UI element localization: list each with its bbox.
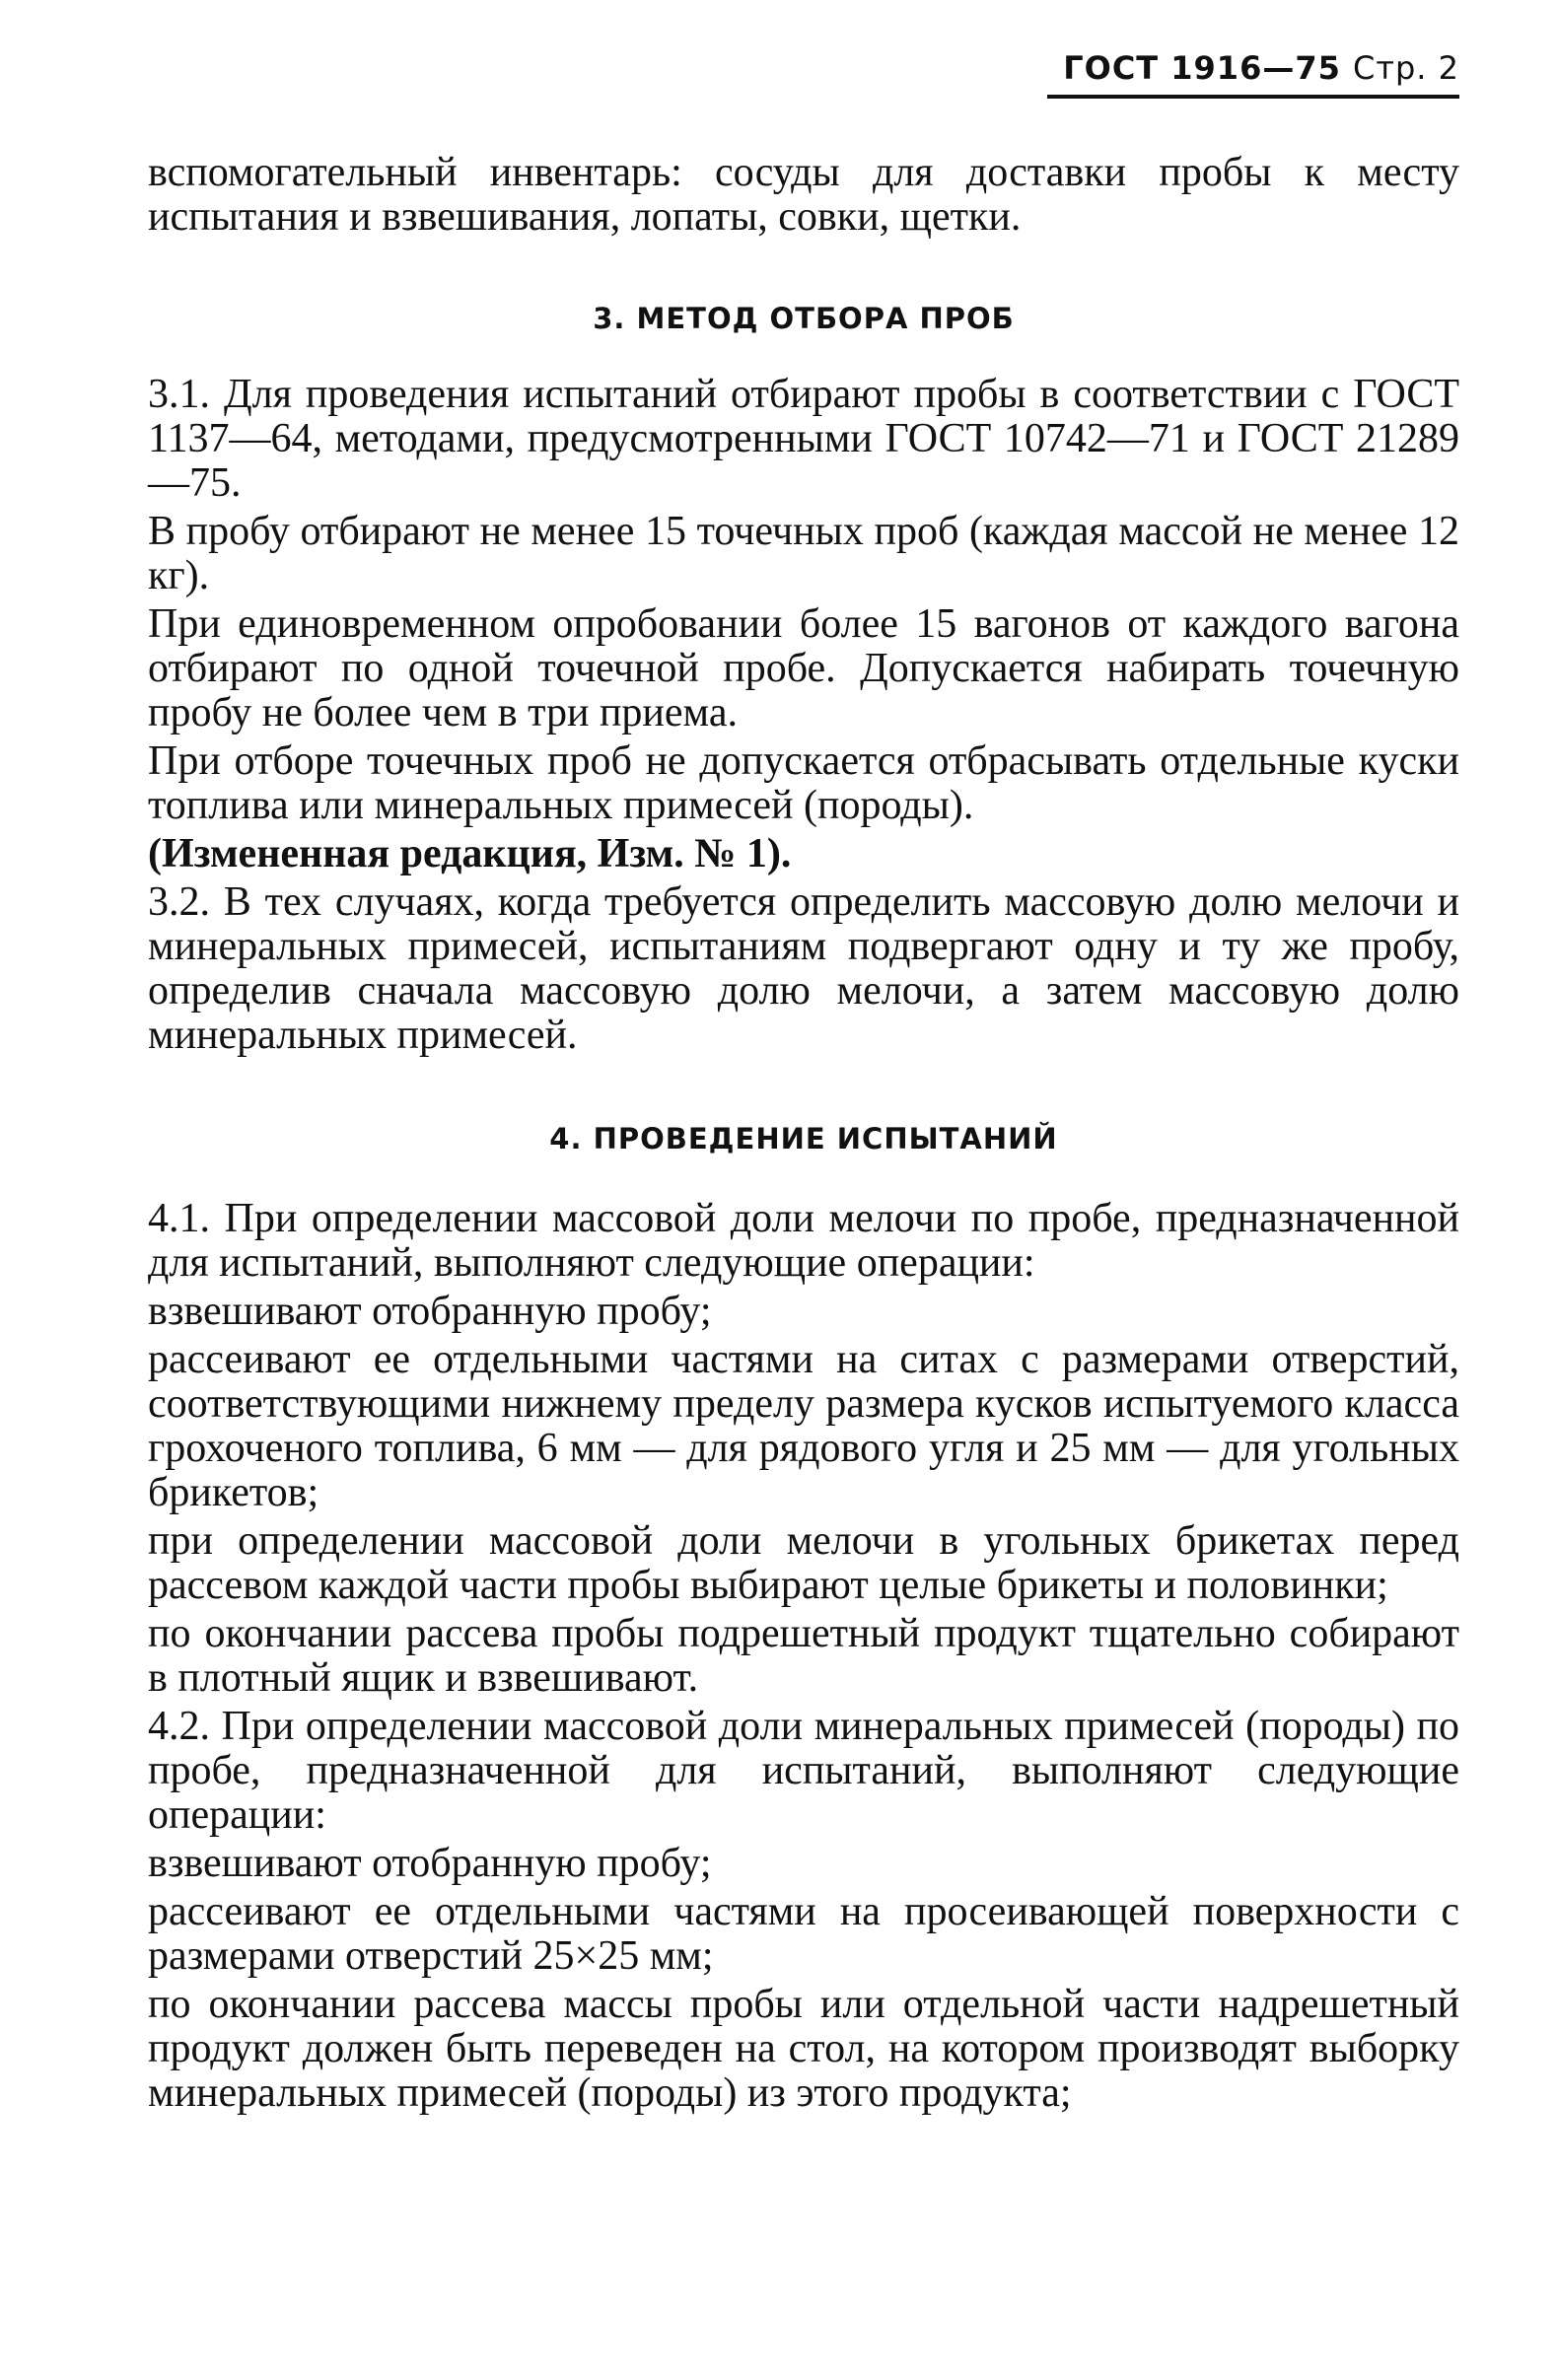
paragraph-3-1-b: В пробу отбирают не менее 15 точечных проб (каждая массой не менее 12 кг). [148, 509, 1459, 598]
page-header [148, 49, 1459, 87]
paragraph-4-1-d: по окончании рассева пробы подрешетный продукт тщательно собирают в плотный ящик и взвешивают. [148, 1611, 1459, 1701]
document-body [148, 151, 1459, 2116]
paragraph-3-1-d: При отборе точечных проб не допускается отбрасывать отдельные куски топлива или минеральных примесей (породы). [148, 738, 1459, 828]
paragraph-3-2: 3.2. В тех случаях, когда требуется определить массовую долю мелочи и минеральных примесей, испытаниям подвергают одну и ту же пробу, определив сначала массовую долю мелочи, а затем массовую долю минеральных примесей. [148, 879, 1459, 1058]
paragraph-4-2: 4.2. При определении массовой доли минеральных примесей (породы) по пробе, предназначенной для испытаний, выполняют следующие операции: [148, 1704, 1459, 1838]
paragraph-4-1-b: рассеивают ее отдельными частями на ситах с размерами отверстий, соответствующими нижнему пределу размера кусков испытуемого класса грохоченого топлива, 6 мм — для рядового угля и 25 мм — для угольных брикетов; [148, 1337, 1459, 1515]
amendment-note: (Измененная редакция, Изм. № 1). [148, 831, 792, 876]
paragraph-3-1-c: При единовременном опробовании более 15 вагонов от каждого вагона отбирают по одной точечной пробе. Допускается набирать точечную пробу не более чем в три приема. [148, 601, 1459, 735]
paragraph-3-1: 3.1. Для проведения испытаний отбирают пробы в соответствии с ГОСТ 1137—64, методами, предусмотренными ГОСТ 10742—71 и ГОСТ 21289—75. [148, 372, 1459, 506]
paragraph-4-2-a: взвешивают отобранную пробу; [148, 1841, 712, 1886]
paragraph-4-2-b: рассеивают ее отдельными частями на просеивающей поверхности с размерами отверстий 25×25 мм; [148, 1889, 1459, 1979]
paragraph-4-1-c: при определении массовой доли мелочи в угольных брикетах перед рассевом каждой части пробы выбирают целые брикеты и половинки; [148, 1518, 1459, 1608]
document-page [148, 49, 1459, 2120]
paragraph-4-2-c: по окончании рассева массы пробы или отдельной части надрешетный продукт должен быть переведен на стол, на котором производят выборку минеральных примесей (породы) из этого продукта; [148, 1982, 1459, 2116]
header-rule [1047, 95, 1459, 99]
paragraph-inventory: вспомогательный инвентарь: сосуды для доставки пробы к месту испытания и взвешивания, лопаты, совки, щетки. [148, 150, 1459, 240]
document-number: ГОСТ 1916—75 [1063, 49, 1341, 87]
section-4-title: 4. ПРОВЕДЕНИЕ ИСПЫТАНИЙ [549, 1122, 1058, 1155]
section-3-title: 3. МЕТОД ОТБОРА ПРОБ [593, 302, 1015, 335]
paragraph-4-1: 4.1. При определении массовой доли мелочи по пробе, предназначенной для испытаний, выполняют следующие операции: [148, 1196, 1459, 1286]
page-number: Стр. 2 [1353, 49, 1459, 87]
paragraph-4-1-a: взвешивают отобранную пробу; [148, 1289, 712, 1334]
